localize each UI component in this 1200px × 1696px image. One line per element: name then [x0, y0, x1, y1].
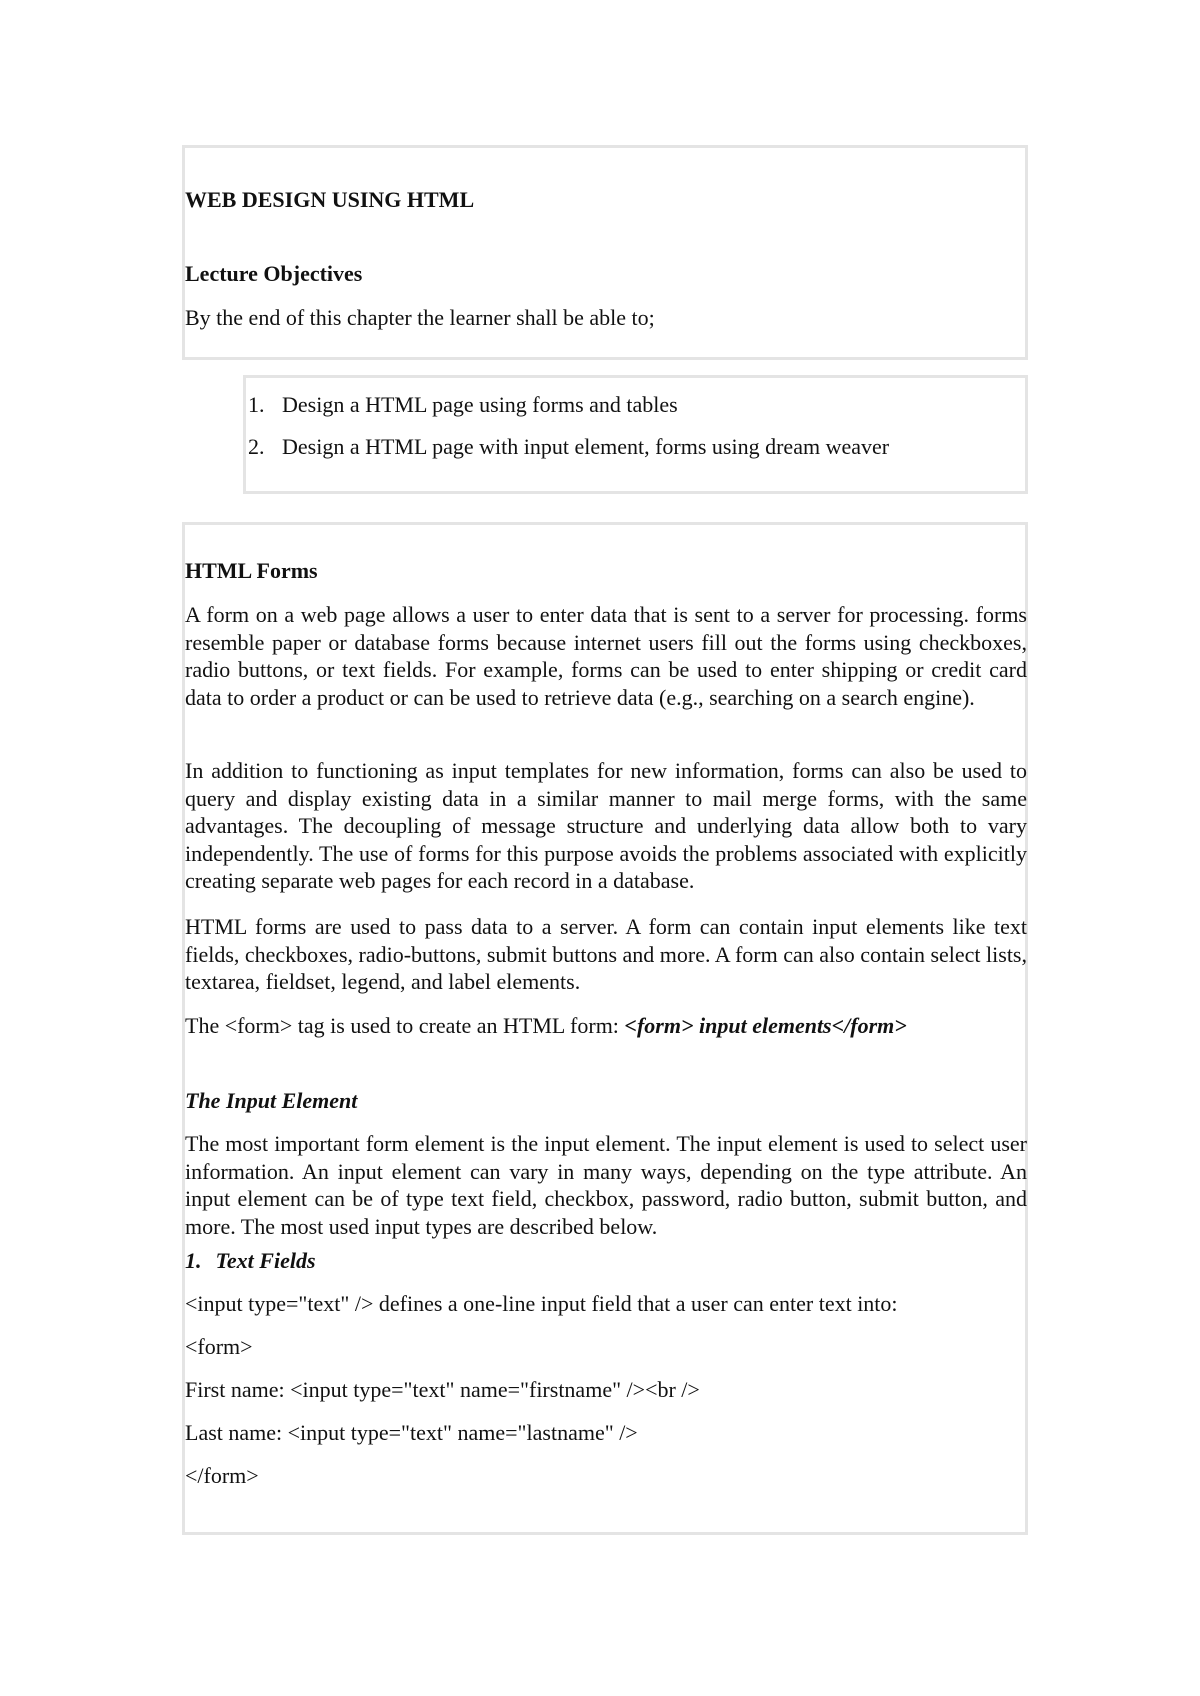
code-line: Last name: <input type="text" name="lastname" />: [185, 1420, 638, 1445]
input-element-paragraph: The most important form element is the input element. The input element is used to select user information. An input element can vary in many ways, depending on the type attribute. An input element can be of type text field, checkbox, password, radio button, submit button, and more. The most used input types are described below.: [185, 1131, 1027, 1239]
objectives-list-box: [243, 375, 1028, 494]
forms-paragraph-2: In addition to functioning as input templates for new information, forms can also be used to query and display existing data in a similar manner to mail merge forms, with the same advantages. The decoupling of message structure and underlying data allow both to vary independently. The use of forms for this purpose avoids the problems associated with explicitly creating separate web pages for each record in a database.: [185, 758, 1027, 894]
code-line: <input type="text" /> defines a one-line input field that a user can enter text into:: [185, 1291, 898, 1316]
objectives-heading: Lecture Objectives: [185, 261, 363, 286]
list-item-text: Design a HTML page with input element, forms using dream weaver: [282, 434, 890, 459]
forms-paragraph-3: HTML forms are used to pass data to a server. A form can contain input elements like text fields, checkboxes, radio-buttons, submit buttons and more. A form can also contain select lists, textarea, fieldset, legend, and label elements.: [185, 914, 1027, 995]
header-box: [182, 145, 1028, 360]
code-line: </form>: [185, 1463, 259, 1488]
document-title: WEB DESIGN USING HTML: [185, 187, 475, 212]
form-tag-example: <form> input elements</form>: [624, 1013, 907, 1038]
text-fields-heading: [185, 1247, 316, 1275]
input-element-heading: The Input Element: [185, 1088, 358, 1113]
form-tag-text: The <form> tag is used to create an HTML form:: [185, 1013, 625, 1038]
form-tag-line: [185, 1012, 907, 1040]
code-line: <form>: [185, 1334, 253, 1359]
text-fields-title: Text Fields: [215, 1248, 316, 1273]
text-fields-number: 1.: [185, 1248, 202, 1273]
html-forms-box: [182, 522, 1028, 1535]
list-item-number: 2.: [248, 434, 265, 459]
list-item-number: 1.: [248, 392, 265, 417]
forms-heading: HTML Forms: [185, 558, 318, 583]
list-item-text: Design a HTML page using forms and tables: [282, 392, 678, 417]
forms-paragraph-1: A form on a web page allows a user to enter data that is sent to a server for processing. forms resemble paper or database forms because internet users fill out the forms using checkboxes, radio buttons, or text fields. For example, forms can be used to enter shipping or credit card data to order a product or can be used to retrieve data (e.g., searching on a search engine).: [185, 602, 1027, 710]
code-line: First name: <input type="text" name="firstname" /><br />: [185, 1377, 700, 1402]
objectives-intro: By the end of this chapter the learner shall be able to;: [185, 305, 655, 330]
